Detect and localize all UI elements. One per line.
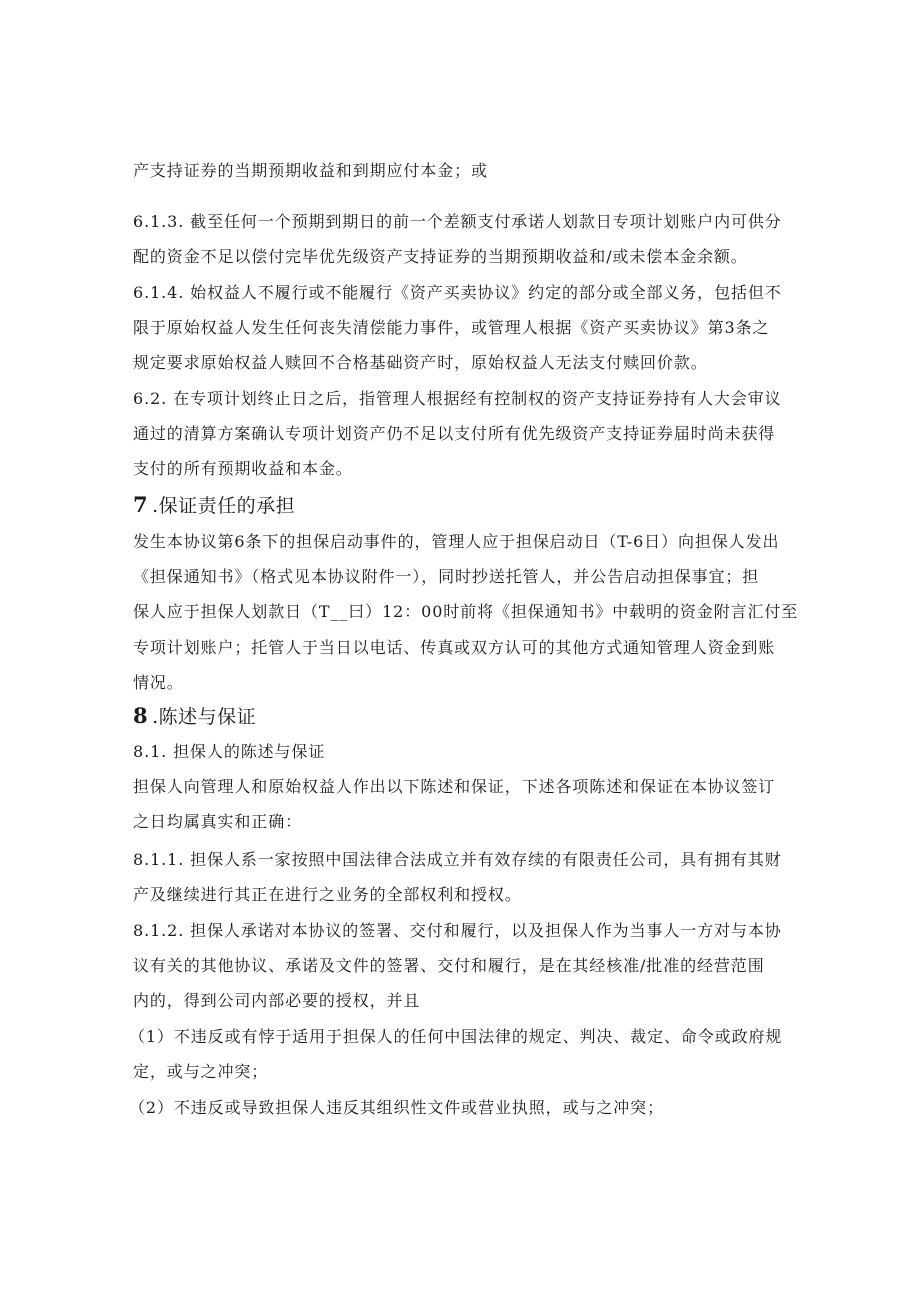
section-8-line: （1）不违反或有悖于适用于担保人的任何中国法律的规定、判决、裁定、命令或政府规	[129, 1027, 783, 1046]
section-8-heading	[133, 704, 256, 729]
clause-6-1-4-line: 规定要求原始权益人赎回不合格基础资产时，原始权益人无法支付赎回价款。	[133, 353, 708, 372]
section-8-line: 担保人向管理人和原始权益人作出以下陈述和保证，下述各项陈述和保证在本协议签订	[133, 777, 776, 796]
section-8-line: 之日均属真实和正确：	[133, 812, 303, 831]
clause-6-1-3-line: 6.1.3. 截至任何一个预期到期日的前一个差额支付承诺人划款日专项计划账户内可供分	[133, 212, 782, 231]
section-8-line: 内的，得到公司内部必要的授权，并且	[133, 991, 421, 1010]
clause-6-1-4-line: 限于原始权益人发生任何丧失清偿能力事件，或管理人根据《资产买卖协议》第3条之	[133, 318, 770, 337]
section-8-line: 8.1. 担保人的陈述与保证	[133, 742, 326, 761]
section-8-line: 8.1.2. 担保人承诺对本协议的签署、交付和履行，以及担保人作为当事人一方对与本协	[133, 921, 782, 940]
section-7-line: 专项计划账户；托管人于当日以电话、传真或双方认可的其他方式通知管理人资金到账	[133, 638, 776, 657]
clause-6-2-line: 通过的清算方案确认专项计划资产仍不足以支付所有优先级资产支持证券届时尚未获得	[133, 424, 776, 443]
section-title: .陈述与保证	[152, 706, 257, 728]
section-7-line: 情况。	[133, 673, 184, 692]
clause-6-2-line: 支付的所有预期收益和本金。	[133, 459, 353, 478]
section-7-line: 保人应于担保人划款日（T__曰）12：00时前将《担保通知书》中载明的资金附言汇付至	[133, 602, 799, 621]
section-number: 7	[133, 492, 149, 517]
section-title: .保证责任的承担	[152, 495, 296, 517]
paragraph-line: 产支持证券的当期预期收益和到期应付本金；或	[133, 161, 488, 180]
clause-6-1-3-line: 配的资金不足以偿付完毕优先级资产支持证券的当期预期收益和/或未偿本金余额。	[133, 247, 748, 266]
section-8-line: （2）不违反或导致担保人违反其组织性文件或营业执照，或与之冲突；	[129, 1098, 664, 1117]
section-8-line: 产及继续进行其正在进行之业务的全部权利和授权。	[133, 885, 522, 904]
clause-6-1-4-line: 6.1.4. 始权益人不履行或不能履行《资产买卖协议》约定的部分或全部义务，包括但不	[133, 283, 782, 302]
section-7-line: 发生本协议第6条下的担保启动事件的，管理人应于担保启动日（T-6日）向担保人发出	[133, 532, 780, 551]
section-8-line: 定，或与之冲突；	[133, 1062, 269, 1081]
section-8-line: 议有关的其他协议、承诺及文件的签署、交付和履行，是在其经核准/批准的经营范围	[133, 956, 765, 975]
clause-6-2-line: 6.2. 在专项计划终止日之后，指管理人根据经有控制权的资产支持证券持有人大会审议	[133, 389, 782, 408]
section-7-heading	[133, 493, 295, 518]
section-number: 8	[133, 703, 149, 728]
section-7-line: 《担保通知书》（格式见本协议附件一），同时抄送托管人，并公告启动担保事宜；担	[133, 567, 760, 586]
section-8-line: 8.1.1. 担保人系一家按照中国法律合法成立并有效存续的有限责任公司，具有拥有其财	[133, 850, 782, 869]
